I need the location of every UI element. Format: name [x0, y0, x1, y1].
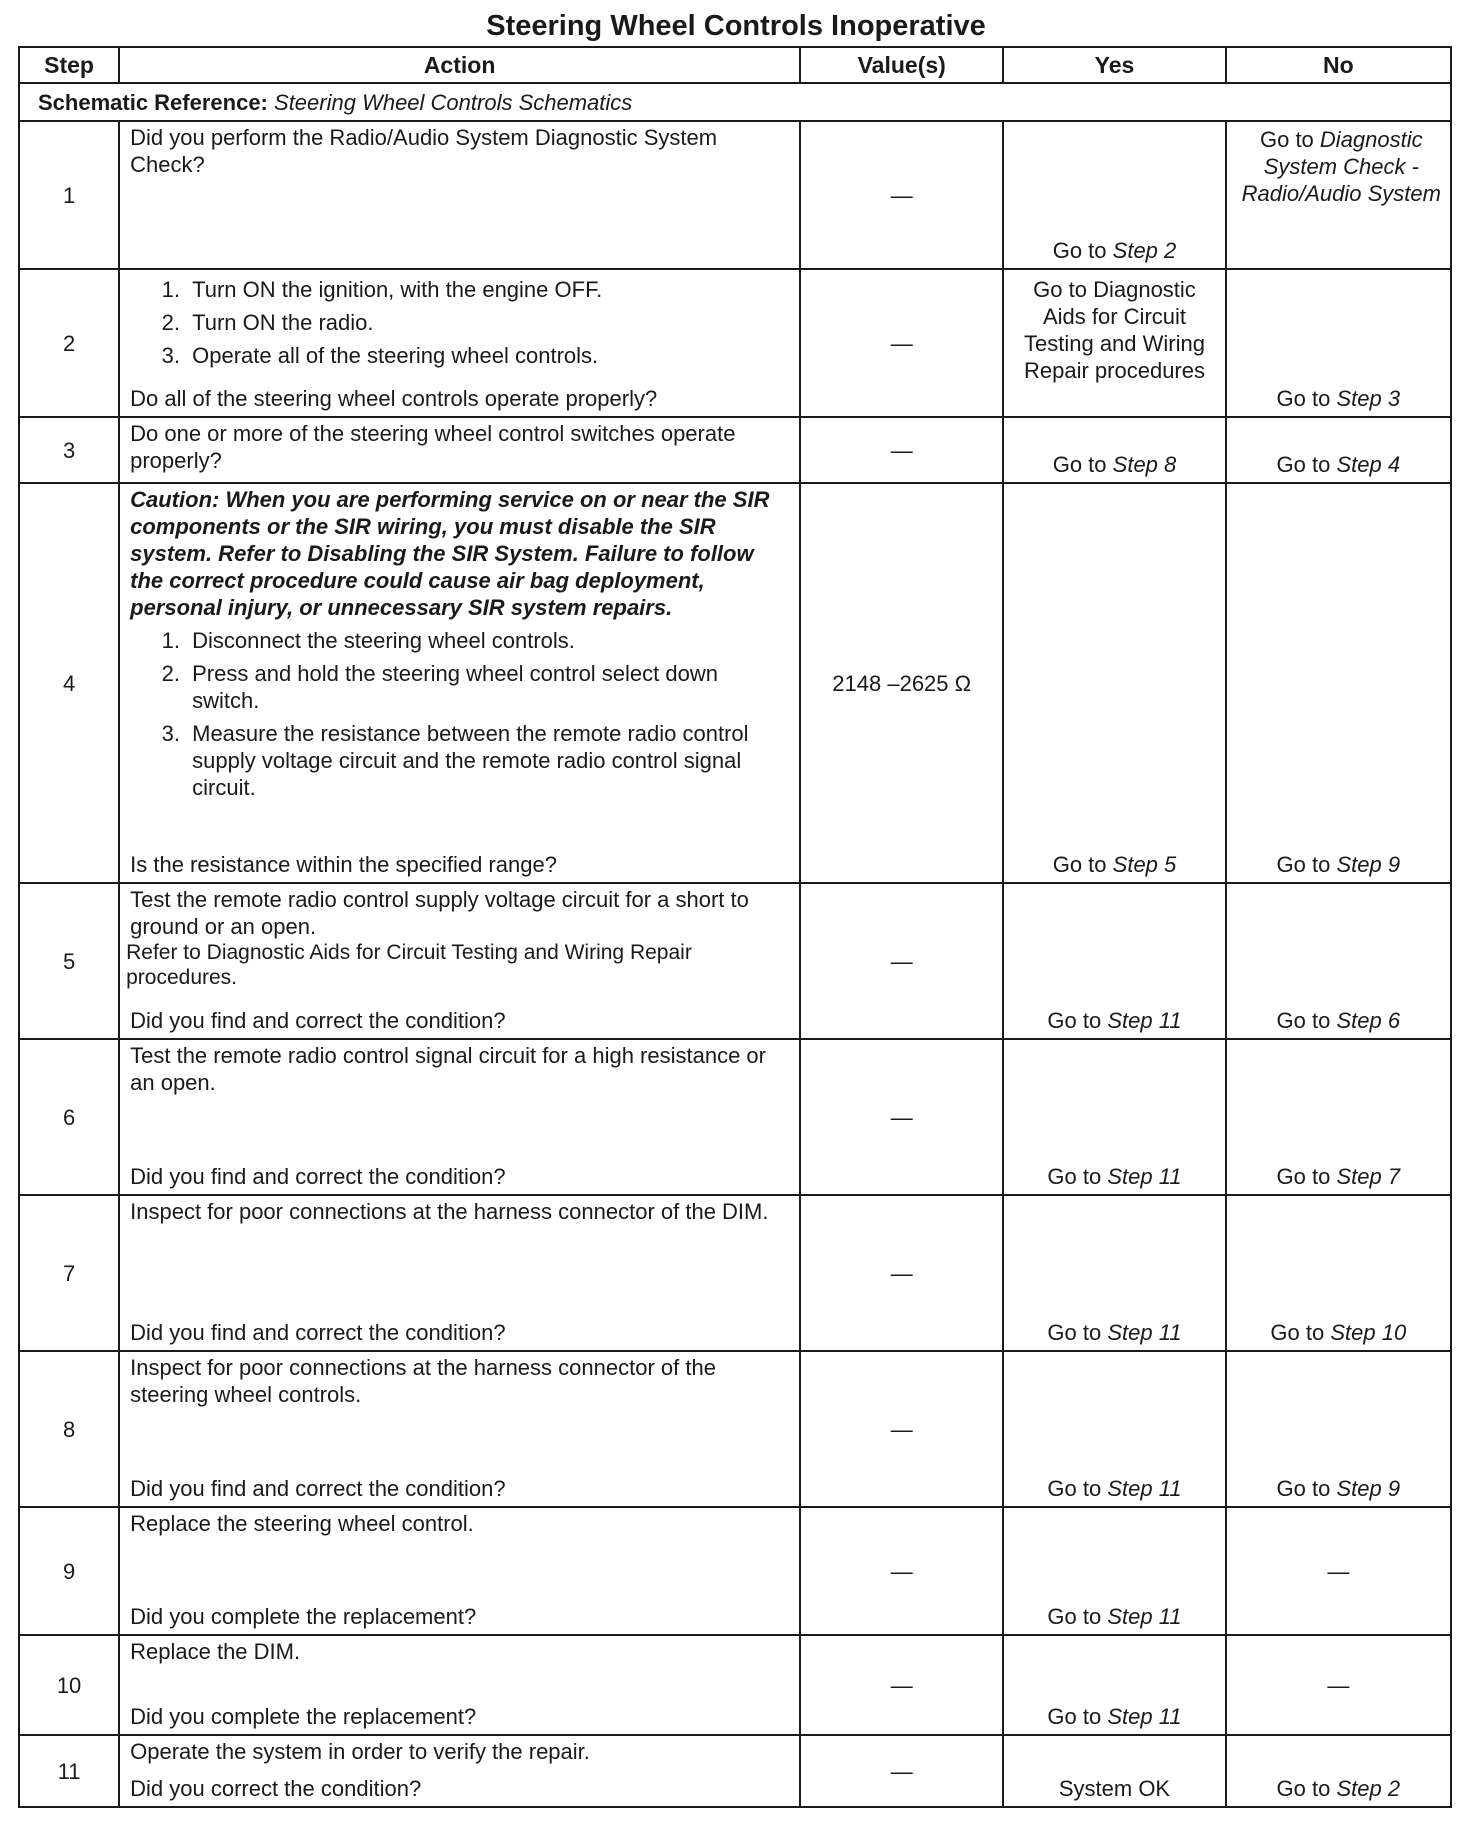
- goto-prefix: Go to: [1052, 238, 1107, 263]
- goto-prefix: Go to: [1276, 452, 1331, 477]
- list-item: 3. Operate all of the steering wheel controls.: [186, 342, 789, 369]
- page-title: Steering Wheel Controls Inoperative: [486, 10, 986, 42]
- no-link[interactable]: Step 6: [1336, 1008, 1401, 1033]
- step-number: 1: [19, 121, 119, 269]
- value-cell: —: [800, 1635, 1003, 1735]
- step-number: 7: [19, 1195, 119, 1351]
- action-text: Do one or more of the steering wheel control switches operate properly?: [130, 421, 736, 473]
- table-row: [19, 483, 1451, 883]
- action-cell: [119, 269, 800, 417]
- no-cell: [1226, 1735, 1451, 1807]
- yes-link[interactable]: Step 11: [1107, 1476, 1182, 1501]
- value-cell: 2148 –2625 Ω: [800, 483, 1003, 883]
- step-number: 3: [19, 417, 119, 483]
- goto-prefix: Go to: [1052, 852, 1107, 877]
- yes-cell: [1003, 1635, 1225, 1735]
- step-number: 5: [19, 883, 119, 1039]
- table-row: [19, 1351, 1451, 1507]
- list-item: 2. Turn ON the radio.: [186, 309, 789, 336]
- value-cell: —: [800, 883, 1003, 1039]
- no-link[interactable]: Diagnostic System Check - Radio/Audio System: [1241, 127, 1441, 206]
- action-question: Did you complete the replacement?: [130, 1604, 477, 1629]
- goto-prefix: Go to: [1276, 1476, 1331, 1501]
- table-row: [19, 1735, 1451, 1807]
- goto-prefix: Go to: [1259, 127, 1314, 152]
- step-number: 8: [19, 1351, 119, 1507]
- yes-cell: [1003, 417, 1225, 483]
- value-cell: —: [800, 269, 1003, 417]
- yes-link[interactable]: Step 11: [1107, 1704, 1182, 1729]
- yes-link[interactable]: Step 8: [1112, 452, 1177, 477]
- schematic-reference: [19, 83, 1451, 121]
- goto-prefix: Go to: [1276, 1776, 1331, 1801]
- no-cell: [1226, 1195, 1451, 1351]
- step-number: 11: [19, 1735, 119, 1807]
- value-cell: —: [800, 1351, 1003, 1507]
- action-text: Replace the steering wheel control.: [130, 1511, 474, 1536]
- table-row: [19, 1195, 1451, 1351]
- header-step: Step: [19, 47, 119, 83]
- yes-cell: [1003, 883, 1225, 1039]
- goto-prefix: Go to: [1270, 1320, 1325, 1345]
- value-cell: —: [800, 1735, 1003, 1807]
- action-question: Do all of the steering wheel controls operate properly?: [130, 386, 658, 411]
- no-cell: —: [1226, 1635, 1451, 1735]
- value-cell: —: [800, 1195, 1003, 1351]
- step-number: 2: [19, 269, 119, 417]
- list-item: 1. Turn ON the ignition, with the engine OFF.: [186, 276, 789, 303]
- action-text: Replace the DIM.: [130, 1639, 301, 1664]
- yes-cell: [1003, 1351, 1225, 1507]
- value-cell: —: [800, 417, 1003, 483]
- no-link[interactable]: Step 9: [1336, 1476, 1401, 1501]
- action-note: Refer to Diagnostic Aids for Circuit Testing and Wiring Repair procedures.: [126, 941, 692, 989]
- goto-prefix: Go to: [1052, 452, 1107, 477]
- no-link[interactable]: Step 9: [1336, 852, 1401, 877]
- step-number: 4: [19, 483, 119, 883]
- action-cell: [119, 483, 800, 883]
- goto-prefix: Go to: [1047, 1704, 1102, 1729]
- action-text: Did you perform the Radio/Audio System Diagnostic System Check?: [130, 125, 718, 177]
- action-question: Did you find and correct the condition?: [130, 1476, 506, 1501]
- yes-link[interactable]: Go to Diagnostic Aids for Circuit Testing and Wiring Repair procedures: [1024, 277, 1205, 383]
- goto-prefix: Go to: [1276, 852, 1331, 877]
- action-question: Did you find and correct the condition?: [130, 1164, 506, 1189]
- goto-prefix: Go to: [1047, 1604, 1102, 1629]
- header-row: [19, 47, 1451, 83]
- header-no: No: [1226, 47, 1451, 83]
- action-cell: [119, 1735, 800, 1807]
- table-row: [19, 121, 1451, 269]
- schematic-reference-row: [19, 83, 1451, 121]
- no-link[interactable]: Step 4: [1336, 452, 1401, 477]
- action-cell: [119, 1507, 800, 1635]
- action-cell: [119, 121, 800, 269]
- list-item: 1. Disconnect the steering wheel controls.: [186, 627, 789, 654]
- yes-link[interactable]: System OK: [1058, 1776, 1171, 1801]
- goto-prefix: Go to: [1276, 1008, 1331, 1033]
- action-steps: [130, 627, 789, 801]
- no-link[interactable]: Step 2: [1336, 1776, 1401, 1801]
- diagnostic-table: [18, 46, 1452, 1808]
- goto-prefix: Go to: [1276, 1164, 1331, 1189]
- goto-prefix: Go to: [1047, 1008, 1102, 1033]
- action-cell: [119, 1351, 800, 1507]
- yes-link[interactable]: Step 11: [1107, 1164, 1182, 1189]
- yes-cell: [1003, 1195, 1225, 1351]
- action-question: Is the resistance within the specified range?: [130, 852, 557, 877]
- value-cell: —: [800, 121, 1003, 269]
- no-cell: [1226, 417, 1451, 483]
- goto-prefix: Go to: [1047, 1320, 1102, 1345]
- no-link[interactable]: Step 7: [1336, 1164, 1401, 1189]
- yes-cell: [1003, 1039, 1225, 1195]
- yes-link[interactable]: Step 2: [1112, 238, 1177, 263]
- no-cell: [1226, 269, 1451, 417]
- step-number: 10: [19, 1635, 119, 1735]
- step-number: 6: [19, 1039, 119, 1195]
- header-action: Action: [119, 47, 800, 83]
- action-question: Did you find and correct the condition?: [130, 1320, 506, 1345]
- action-cell: [119, 417, 800, 483]
- no-cell: —: [1226, 1507, 1451, 1635]
- action-cell: [119, 883, 800, 1039]
- goto-prefix: Go to: [1047, 1164, 1102, 1189]
- schematic-reference-link[interactable]: Steering Wheel Controls Schematics: [274, 89, 633, 115]
- action-cell: [119, 1039, 800, 1195]
- action-question: Did you find and correct the condition?: [130, 1008, 506, 1033]
- action-steps: [130, 272, 789, 369]
- value-cell: —: [800, 1039, 1003, 1195]
- action-question: Did you correct the condition?: [130, 1776, 422, 1801]
- table-row: [19, 1507, 1451, 1635]
- action-text: Operate the system in order to verify the repair.: [130, 1739, 590, 1764]
- action-text: Test the remote radio control signal circuit for a high resistance or an open.: [130, 1043, 766, 1095]
- table-row: [19, 269, 1451, 417]
- yes-cell: [1003, 269, 1225, 417]
- goto-prefix: Go to: [1047, 1476, 1102, 1501]
- yes-cell: [1003, 483, 1225, 883]
- no-cell: [1226, 121, 1451, 269]
- list-item: 3. Measure the resistance between the remote radio control supply voltage circuit and the remote radio control signal circuit.: [186, 720, 789, 801]
- list-item: 2. Press and hold the steering wheel control select down switch.: [186, 660, 789, 714]
- value-cell: —: [800, 1507, 1003, 1635]
- step-number: 9: [19, 1507, 119, 1635]
- action-text: Inspect for poor connections at the harness connector of the steering wheel controls.: [130, 1355, 716, 1407]
- yes-link[interactable]: Step 11: [1107, 1604, 1182, 1629]
- yes-link[interactable]: Step 5: [1112, 852, 1177, 877]
- action-text: Test the remote radio control supply voltage circuit for a short to ground or an open.: [130, 887, 749, 939]
- yes-link[interactable]: Step 11: [1107, 1320, 1182, 1345]
- action-question: Did you complete the replacement?: [130, 1704, 477, 1729]
- no-link[interactable]: Step 3: [1336, 386, 1401, 411]
- header-values: Value(s): [800, 47, 1003, 83]
- no-cell: [1226, 883, 1451, 1039]
- table-row: [19, 1039, 1451, 1195]
- yes-cell: [1003, 1735, 1225, 1807]
- action-cell: [119, 1635, 800, 1735]
- no-cell: [1226, 1039, 1451, 1195]
- caution-text: Caution: When you are performing service on or near the SIR components or the SIR wiring, you must disable the SIR system. Refer to Disabling the SIR System. Failure to follow the correct procedure could cause air bag deployment, personal injury, or unnecessary SIR system repairs.: [130, 487, 770, 620]
- yes-link[interactable]: Step 11: [1107, 1008, 1182, 1033]
- goto-prefix: Go to: [1276, 386, 1331, 411]
- no-cell: [1226, 483, 1451, 883]
- no-cell: [1226, 1351, 1451, 1507]
- table-row: [19, 417, 1451, 483]
- yes-cell: [1003, 121, 1225, 269]
- no-link[interactable]: Step 10: [1330, 1320, 1407, 1345]
- header-yes: Yes: [1003, 47, 1225, 83]
- schematic-reference-label: Schematic Reference:: [38, 89, 268, 115]
- table-row: [19, 1635, 1451, 1735]
- action-cell: [119, 1195, 800, 1351]
- yes-cell: [1003, 1507, 1225, 1635]
- table-row: [19, 883, 1451, 1039]
- action-text: Inspect for poor connections at the harness connector of the DIM.: [130, 1199, 769, 1224]
